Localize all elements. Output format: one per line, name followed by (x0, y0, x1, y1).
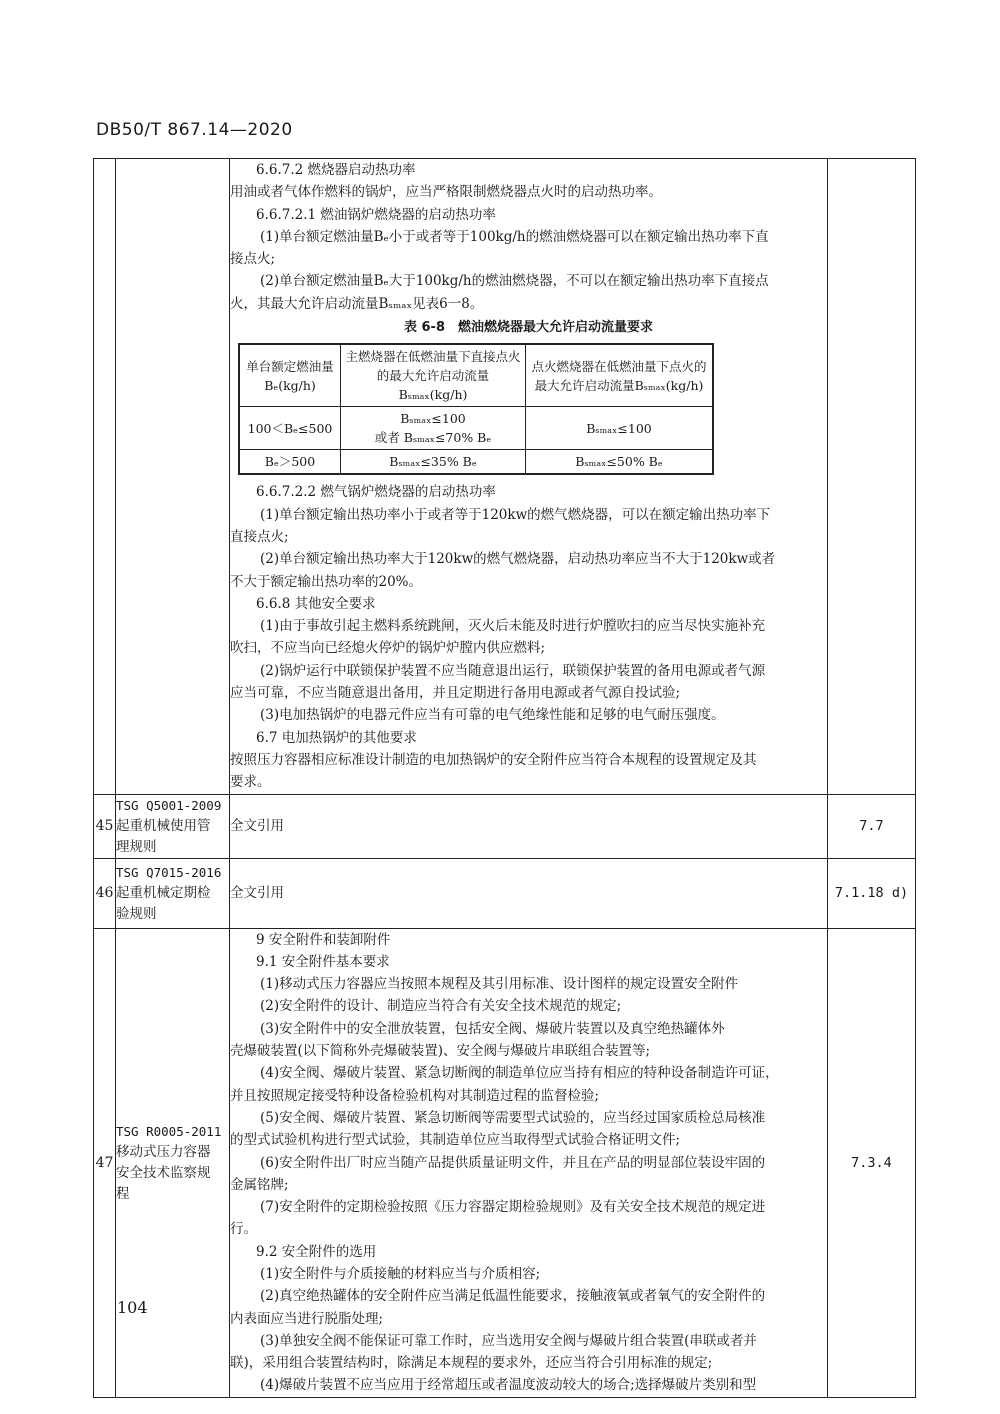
text-line: 行。 (230, 1221, 257, 1238)
standard-name-line: 安全技术监察规 (116, 1164, 211, 1181)
standard-name-line: 起重机械使用管 (116, 817, 211, 834)
text-line: (3)安全附件中的安全泄放装置，包括安全阀、爆破片装置以及真空绝热罐体外 (260, 1020, 725, 1037)
text-line: 9 安全附件和装卸附件 (256, 931, 391, 948)
standard-cell (116, 858, 230, 928)
row-number: 45 (94, 794, 116, 858)
row-number: 47 (94, 928, 116, 1397)
text-line: (2)单台额定输出热功率大于120kw的燃气燃烧器，启动热功率应当不大于120kw或者 (260, 551, 776, 568)
standard-cell (116, 928, 230, 1397)
content-lines-bottom (230, 481, 827, 793)
text-line: (2)锅炉运行中联锁保护装置不应当随意退出运行，联锁保护装置的备用电源或者气源 (260, 662, 766, 679)
clause-ref: 7.7 (828, 794, 916, 858)
document-code: DB50/T 867.14—2020 (96, 120, 293, 140)
text-line: (2)单台额定燃油量Bₑ大于100kg/h的燃油燃烧器，不可以在额定输出热功率下直接点 (260, 273, 769, 290)
row-number: 46 (94, 858, 116, 928)
text-line: 接点火; (230, 251, 276, 268)
inner-cell: Bₛₘₐₓ≤100 (526, 407, 714, 450)
text-line: (3)单独安全阀不能保证可靠工作时，应当选用安全阀与爆破片组合装置(串联或者并 (260, 1332, 757, 1349)
inner-cell: Bₛₘₐₓ≤50% Bₑ (526, 450, 714, 475)
text-line: (1)单台额定输出热功率小于或者等于120kw的燃气燃烧器，可以在额定输出热功率下 (260, 506, 771, 523)
text-line: 不大于额定输出热功率的20%。 (230, 573, 423, 590)
text-line: 内表面应当进行脱脂处理; (230, 1310, 384, 1327)
standard-name-line: 移动式压力容器 (116, 1143, 211, 1160)
text-line: (7)安全附件的定期检验按照《压力容器定期检验规则》及有关安全技术规范的规定进 (260, 1199, 766, 1216)
content-lines-47 (230, 929, 827, 1397)
text-line: 6.6.7.2 燃烧器启动热功率 (256, 162, 416, 178)
standards-table (93, 158, 916, 1398)
text-line: 直接点火; (230, 528, 289, 545)
text-line: (2)真空绝热罐体的安全附件应当满足低温性能要求，接触液氧或者氧气的安全附件的 (260, 1288, 766, 1305)
text-line: (4)安全阀、爆破片装置、紧急切断阀的制造单位应当持有相应的特种设备制造许可证， (260, 1065, 779, 1082)
standard-name-line: 程 (116, 1185, 130, 1202)
text-line: 要求。 (230, 774, 271, 791)
content-cell (230, 159, 828, 795)
text-line: 9.1 安全附件基本要求 (256, 953, 390, 970)
text-line: 并且按照规定接受特种设备检验机构对其制造过程的监督检验; (230, 1087, 600, 1104)
standard-name-line: 起重机械定期检 (116, 884, 211, 901)
text-line: (5)安全阀、爆破片装置、紧急切断阀等需要型式试验的，应当经过国家质检总局核准 (260, 1109, 766, 1126)
text-line: 用油或者气体作燃料的锅炉，应当严格限制燃烧器点火时的启动热功率。 (230, 184, 662, 201)
text-line: (6)安全附件出厂时应当随产品提供质量证明文件，并且在产品的明显部位装设牢固的 (260, 1154, 766, 1171)
inner-cell: Bₛₘₐₓ≤35% Bₑ (341, 450, 526, 475)
content-cell (230, 928, 828, 1397)
standard-name-line: 理规则 (116, 838, 157, 855)
standard-code: TSG R0005-2011 (116, 1123, 222, 1139)
flow-requirement-table (238, 343, 714, 475)
text-line: 壳爆破装置(以下简称外壳爆破装置)、安全阀与爆破片串联组合装置等; (230, 1043, 651, 1060)
text-line: 6.7 电加热锅炉的其他要求 (256, 729, 417, 746)
text-line: (1)移动式压力容器应当按照本规程及其引用标准、设计图样的规定设置安全附件 (260, 976, 739, 993)
text-line: 6.6.7.2.2 燃气锅炉燃烧器的启动热功率 (256, 484, 496, 501)
page-number: 104 (117, 1298, 148, 1317)
inner-cell (341, 407, 526, 450)
table-row-45 (94, 794, 916, 858)
standard-code: TSG Q7015-2016 (116, 864, 222, 880)
text-line: 联)，采用组合装置结构时，除满足本规程的要求外，还应当符合引用标准的规定; (230, 1355, 713, 1372)
text-line: (3)电加热锅炉的电器元件应当有可靠的电气绝缘性能和足够的电气耐压强度。 (260, 707, 725, 724)
text-line: (1)单台额定燃油量Bₑ小于或者等于100kg/h的燃油燃烧器可以在额定输出热功率下直 (260, 228, 769, 245)
inner-header-1: 单台额定燃油量Bₑ(kg/h) (239, 344, 341, 407)
table-row-47 (94, 928, 916, 1397)
inner-cell: 100＜Bₑ≤500 (239, 407, 341, 450)
content-cell: 全文引用 (230, 858, 828, 928)
text-line: (2)安全附件的设计、制造应当符合有关安全技术规范的规定; (260, 998, 622, 1015)
text-line: 6.6.8 其他安全要求 (256, 595, 376, 612)
standard-cell (116, 794, 230, 858)
content-cell: 全文引用 (230, 794, 828, 858)
standard-name-line: 验规则 (116, 905, 157, 922)
text-line: 吹扫，不应当向已经熄火停炉的锅炉炉膛内供应燃料; (230, 640, 546, 657)
text-line: 金属铭牌; (230, 1176, 289, 1193)
text-line: 按照压力容器相应标准设计制造的电加热锅炉的安全附件应当符合本规程的设置规定及其 (230, 751, 757, 768)
clause-ref: 7.1.18 d) (828, 858, 916, 928)
table-row-continued (94, 159, 916, 795)
table-row-46 (94, 858, 916, 928)
text-line: 的型式试验机构进行型式试验，其制造单位应当取得型式试验合格证明文件; (230, 1132, 681, 1149)
inner-header-row (239, 344, 713, 407)
inner-header-2: 主燃烧器在低燃油量下直接点火的最大允许启动流量Bₛₘₐₓ(kg/h) (341, 344, 526, 407)
standard-code: TSG Q5001-2009 (116, 797, 222, 813)
inner-header-3: 点火燃烧器在低燃油量下点火的最大允许启动流量Bₛₘₐₓ(kg/h) (526, 344, 714, 407)
inner-row (239, 450, 713, 475)
text-line: 9.2 安全附件的选用 (256, 1243, 377, 1260)
inner-cell-line: Bₛₘₐₓ≤100 (400, 411, 466, 427)
inner-cell-line: 或者 Bₛₘₐₓ≤70% Bₑ (374, 430, 492, 446)
text-line: 应当可靠，不应当随意退出备用，并且定期进行备用电源或者气源自投试验; (230, 685, 681, 702)
text-line: (1)安全附件与介质接触的材料应当与介质相容; (260, 1265, 541, 1282)
text-line: 火，其最大允许启动流量Bₛₘₐₓ见表6一8。 (230, 295, 484, 312)
text-line: (4)爆破片装置不应当应用于经常超压或者温度波动较大的场合;选择爆破片类别和型 (260, 1377, 757, 1394)
clause-ref: 7.3.4 (828, 928, 916, 1397)
text-line: (1)由于事故引起主燃料系统跳闸，灭火后未能及时进行炉膛吹扫的应当尽快实施补充 (260, 618, 766, 635)
inner-row (239, 407, 713, 450)
table-caption: 表 6-8 燃油燃烧器最大允许启动流量要求 (403, 320, 653, 336)
content-lines-top (230, 159, 827, 315)
text-line: 6.6.7.2.1 燃油锅炉燃烧器的启动热功率 (256, 206, 496, 223)
inner-cell: Bₑ＞500 (239, 450, 341, 475)
